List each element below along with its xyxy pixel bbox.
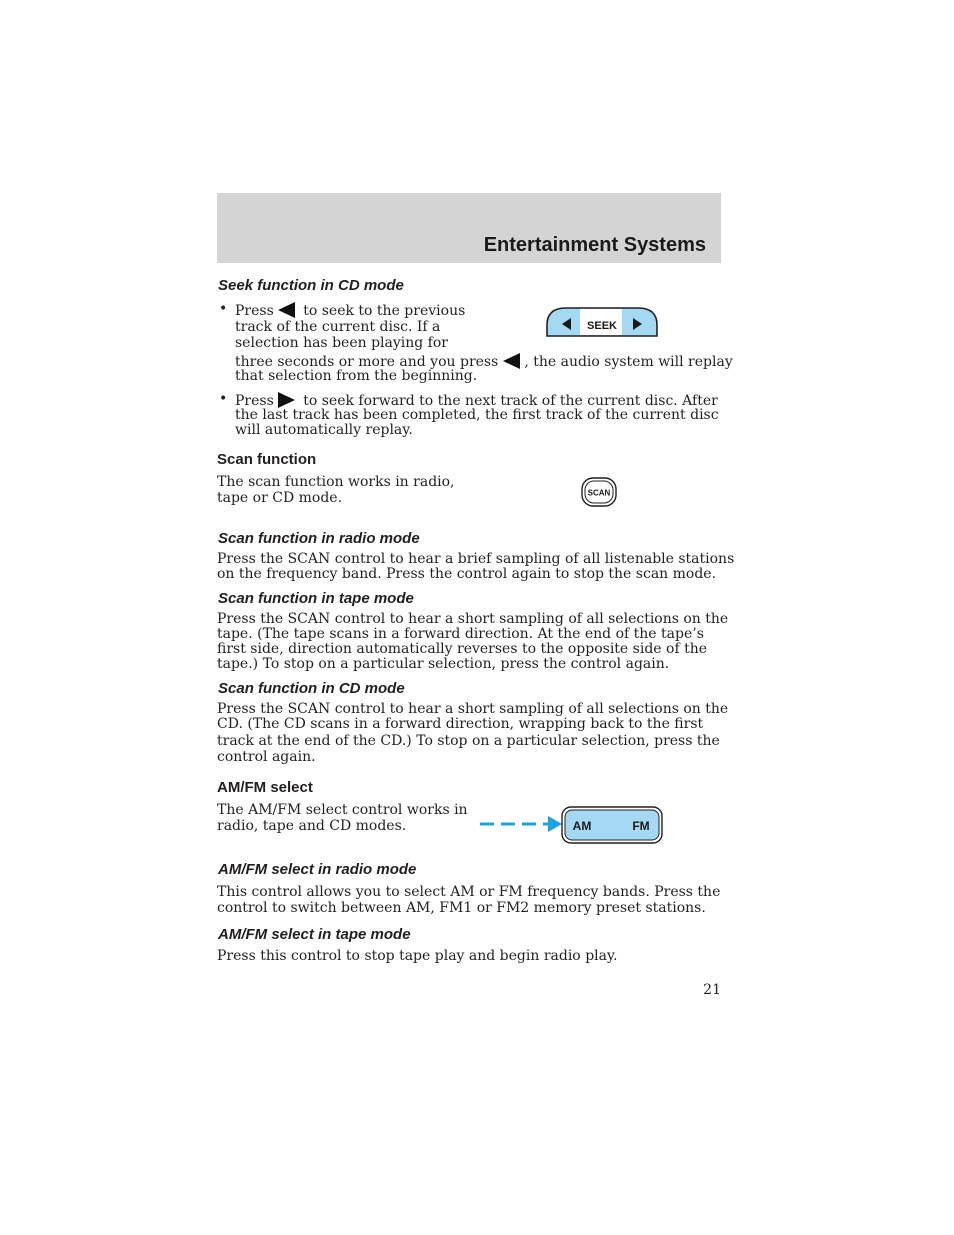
seek-fwd-line-1: Press to seek forward to the next track of the current disc. After — [235, 393, 718, 409]
amfm-text-line-2: radio, tape and CD modes. — [217, 818, 407, 834]
amfm-heading: AM/FM select — [217, 779, 313, 796]
seek-back-arrow-icon — [503, 353, 520, 369]
scan-cd-line-4: control again. — [217, 749, 316, 765]
scan-tape-line-4: tape.) To stop on a particular selection, press the control again. — [217, 656, 670, 672]
pointer-arrow-icon — [478, 813, 564, 835]
scan-heading: Scan function — [217, 451, 317, 468]
scan-cd-line-1: Press the SCAN control to hear a short sampling of all selections on the — [217, 701, 729, 717]
scan-text-line-1: The scan function works in radio, — [217, 474, 455, 490]
scan-radio-line-1: Press the SCAN control to hear a brief sampling of all listenable stations — [217, 551, 735, 567]
scan-cd-line-2: CD. (The CD scans in a forward direction, wrapping back to the first — [217, 716, 704, 732]
section-header-band — [217, 193, 721, 263]
scan-button-label: SCAN — [587, 488, 611, 498]
amfm-radio-heading: AM/FM select in radio mode — [218, 861, 417, 878]
scan-text-line-2: tape or CD mode. — [217, 490, 343, 506]
scan-cd-heading: Scan function in CD mode — [218, 680, 405, 697]
scan-radio-heading: Scan function in radio mode — [218, 530, 420, 547]
amfm-radio-line-1: This control allows you to select AM or FM frequency bands. Press the — [217, 884, 721, 900]
scan-cd-line-3: track at the end of the CD.) To stop on a particular selection, press the — [217, 733, 720, 749]
amfm-text-line-1: The AM/FM select control works in — [217, 802, 468, 818]
scan-tape-line-2: tape. (The tape scans in a forward direction. At the end of the tape’s — [217, 626, 704, 642]
bullet-dot: • — [219, 301, 228, 317]
seek-back-line-3: selection has been playing for — [235, 335, 448, 351]
fm-label: FM — [632, 819, 650, 833]
section-title: Entertainment Systems — [483, 234, 706, 256]
seek-fwd-line-3: will automatically replay. — [235, 422, 413, 438]
seek-back-line-5: that selection from the beginning. — [235, 368, 478, 384]
scan-tape-heading: Scan function in tape mode — [218, 590, 414, 607]
seek-forward-arrow-icon — [278, 392, 295, 408]
scan-button-illustration — [580, 476, 618, 508]
seek-back-line-2: track of the current disc. If a — [235, 319, 441, 335]
seek-button-illustration — [544, 305, 660, 339]
bullet-dot: • — [219, 391, 228, 407]
amfm-button-illustration — [560, 805, 664, 845]
seek-back-line-4: three seconds or more and you press , the audio system will replay — [235, 354, 733, 370]
am-label: AM — [572, 819, 592, 833]
seek-fwd-line-2: the last track has been completed, the first track of the current disc — [235, 407, 719, 423]
scan-tape-line-3: first side, direction automatically reverses to the opposite side of the — [217, 641, 708, 657]
amfm-tape-line-1: Press this control to stop tape play and begin radio play. — [217, 948, 618, 964]
scan-radio-line-2: on the frequency band. Press the control again to stop the scan mode. — [217, 566, 717, 582]
seek-back-arrow-icon — [278, 302, 295, 318]
page-number: 21 — [703, 982, 721, 998]
scan-tape-line-1: Press the SCAN control to hear a short sampling of all selections on the — [217, 611, 729, 627]
amfm-tape-heading: AM/FM select in tape mode — [218, 926, 411, 943]
seek-back-line-1: Press to seek to the previous — [235, 303, 466, 319]
seek-cd-heading: Seek function in CD mode — [218, 277, 404, 294]
seek-button-label: SEEK — [587, 320, 617, 332]
amfm-radio-line-2: control to switch between AM, FM1 or FM2 memory preset stations. — [217, 900, 706, 916]
